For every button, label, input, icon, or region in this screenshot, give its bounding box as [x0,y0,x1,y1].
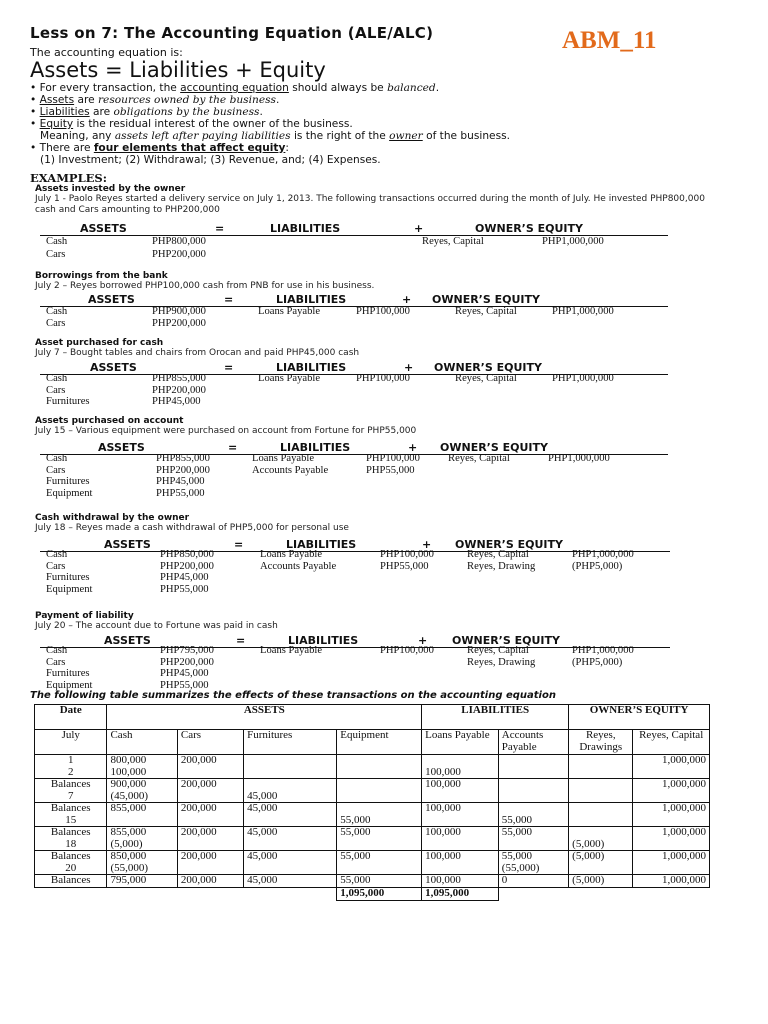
example-cell: Cars [46,249,66,260]
example-cell: Cash [46,453,68,464]
summary-cell [569,755,633,779]
example-cell: Reyes, Drawing [467,656,536,668]
example-section [35,184,725,216]
summary-cell: 0 [498,875,568,888]
summary-cell: 100,000 [422,803,499,827]
plus-sign: + [414,222,424,235]
equity-header: OWNER’S EQUITY [434,361,542,374]
liabilities-header: LIABILITIES [286,538,357,551]
bullet-assets: • Assets are resources owned by the business. [30,94,280,106]
summary-row [35,779,710,803]
example-description: July 7 – Bought tables and chairs from Orocan and paid PHP45,000 cash [35,348,360,358]
liabilities-header: LIABILITIES [288,634,359,647]
summary-cell: 45,000 [244,779,337,803]
example-description: July 20 – The account due to Fortune was paid in cash [35,621,278,631]
examples-label: EXAMPLES: [30,171,107,185]
page-title: Less on 7: The Accounting Equation (ALE/ALC) [30,24,434,42]
summary-blank [107,888,177,901]
example-cell: Reyes, Capital [448,453,510,464]
example-cell: PHP200,000 [152,384,206,396]
summary-cell: (5,000) [569,827,633,851]
example-section [35,513,725,534]
equity-header: OWNER’S EQUITY [432,293,540,306]
example-description: July 1 - Paolo Reyes started a delivery service on July 1, 2013. The following transactions occurred during the month of July. He invested PHP800,000 cash and Cars amounting to PHP200,000 [35,194,705,215]
example-cell: Cars [46,318,66,329]
example-title: Payment of liability [35,611,134,621]
summary-caption: The following table summarizes the effects of these transactions on the accounting equation [30,690,556,701]
example-cell: PHP855,000 [156,453,210,464]
example-cell: PHP1,000,000 [548,453,610,464]
example-cell: Loans Payable [258,373,321,384]
summary-cell: 795,000 [107,875,177,888]
summary-blank [177,888,243,901]
example-cell: PHP1,000,000 [572,645,634,656]
example-title: Borrowings from the bank [35,271,168,281]
example-cell: Cars [46,656,66,668]
assets-header: ASSETS [88,293,135,306]
summary-blank [633,888,710,901]
plus-sign: + [418,634,428,647]
equals-sign: = [224,361,234,374]
summary-cell: 55,000 [337,827,422,851]
summary-subheader: July [35,730,107,755]
example-cell: Furnitures [46,572,90,583]
example-cell: PHP1,000,000 [552,373,614,384]
plus-sign: + [402,293,412,306]
summary-subheader: Reyes, Capital [633,730,710,755]
summary-cell: 900,000 (45,000) [107,779,177,803]
summary-blank [569,888,633,901]
summary-cell: 100,000 [422,827,499,851]
summary-row [35,875,710,888]
example-cell: Cash [46,645,68,656]
summary-cell [337,779,422,803]
summary-cell: 200,000 [177,875,243,888]
summary-cell: Balances 20 [35,851,107,875]
summary-cell: 850,000 (55,000) [107,851,177,875]
summary-cell: 1 2 [35,755,107,779]
example-cell: PHP100,000 [356,306,410,317]
example-cell: PHP200,000 [160,656,214,668]
summary-cell: 100,000 [422,851,499,875]
example-cell: Reyes, Capital [467,645,529,656]
plus-sign: + [404,361,414,374]
summary-cell: 55,000 [498,827,568,851]
example-cell: Equipment [46,679,93,691]
example-cell: PHP1,000,000 [542,236,604,247]
example-cell: Accounts Payable [252,464,329,476]
equals-sign: = [215,222,225,235]
liabilities-header: LIABILITIES [280,441,351,454]
summary-header-liabilities: LIABILITIES [422,705,569,730]
example-description: July 15 – Various equipment were purchased on account from Fortune for PHP55,000 [35,426,417,436]
summary-cell: 855,000 [107,803,177,827]
bullet-list [30,82,510,166]
summary-cell: 855,000 (5,000) [107,827,177,851]
bullet-liabilities: • Liabilities are obligations by the business. [30,106,263,118]
equals-sign: = [234,538,244,551]
summary-cell: 45,000 [244,851,337,875]
example-cell: Cash [46,549,68,560]
example-cell: Loans Payable [260,549,323,560]
example-cell: PHP100,000 [356,373,410,384]
example-cell: Furnitures [46,668,90,679]
summary-cell: 200,000 [177,827,243,851]
example-cell: Loans Payable [252,453,315,464]
summary-cell: 55,000 [337,803,422,827]
example-title: Assets invested by the owner [35,184,186,194]
bullet-equity: • Equity is the residual interest of the owner of the business. [30,118,353,130]
equity-header: OWNER’S EQUITY [452,634,560,647]
summary-cell: 200,000 [177,803,243,827]
equity-header: OWNER’S EQUITY [440,441,548,454]
summary-cell: 800,000 100,000 [107,755,177,779]
summary-header-row [35,705,710,730]
summary-cell: 1,000,000 [633,875,710,888]
example-cell: Cars [46,384,66,396]
example-cell: PHP1,000,000 [552,306,614,317]
equity-header: OWNER’S EQUITY [475,222,583,235]
example-cell: PHP100,000 [380,645,434,656]
example-cell: PHP55,000 [366,464,415,476]
example-title: Assets purchased on account [35,416,184,426]
summary-cell: 55,000 (55,000) [498,851,568,875]
summary-cell: 1,000,000 [633,827,710,851]
example-cell: PHP45,000 [152,396,201,407]
example-cell: PHP795,000 [160,645,214,656]
summary-cell [569,779,633,803]
example-cell: Cash [46,236,68,247]
example-cell: PHP200,000 [156,464,210,476]
example-section [35,416,725,437]
summary-subheader: Loans Payable [422,730,499,755]
example-cell: PHP45,000 [156,476,205,487]
summary-total-row [35,888,710,901]
summary-row [35,803,710,827]
summary-cell [569,803,633,827]
summary-cell: 55,000 [498,803,568,827]
example-cell: Furnitures [46,396,90,407]
example-cell: Reyes, Capital [422,236,484,247]
summary-table [34,704,710,901]
summary-cell: Balances 18 [35,827,107,851]
example-cell: Equipment [46,583,93,595]
summary-cell: 1,000,000 [633,755,710,779]
summary-blank [244,888,337,901]
assets-header: ASSETS [90,361,137,374]
summary-cell: 100,000 [422,875,499,888]
example-cell: PHP855,000 [152,373,206,384]
summary-cell: 45,000 [244,827,337,851]
summary-cell: (5,000) [569,875,633,888]
plus-sign: + [408,441,418,454]
assets-header: ASSETS [104,538,151,551]
summary-subheader: Reyes, Drawings [569,730,633,755]
intro-text: The accounting equation is: [30,46,183,59]
example-section [35,611,725,632]
summary-blank [35,888,107,901]
summary-cell: 1,000,000 [633,851,710,875]
bullet-four-elements: • There are four elements that affect equity: [30,142,289,154]
summary-cell: 45,000 [244,875,337,888]
bullet-meaning: Meaning, any assets left after paying liabilities is the right of the owner of the business. [40,130,510,142]
summary-cell [337,755,422,779]
equation-text: Assets = Liabilities + Equity [30,58,326,82]
summary-cell: 1,000,000 [633,779,710,803]
example-cell: Loans Payable [260,645,323,656]
summary-cell: Balances [35,875,107,888]
summary-subheader-row [35,730,710,755]
example-cell: PHP45,000 [160,572,209,583]
example-cell: Reyes, Capital [455,373,517,384]
example-cell: Reyes, Capital [467,549,529,560]
summary-cell: Balances 7 [35,779,107,803]
summary-cell [498,779,568,803]
summary-row [35,755,710,779]
example-cell: (PHP5,000) [572,656,623,668]
example-cell: PHP200,000 [152,318,206,329]
summary-blank [498,888,568,901]
example-cell: PHP850,000 [160,549,214,560]
summary-cell: 55,000 [337,851,422,875]
example-cell: (PHP5,000) [572,560,623,572]
example-title: Cash withdrawal by the owner [35,513,190,523]
example-cell: Cash [46,306,68,317]
example-cell: PHP100,000 [380,549,434,560]
example-cell: PHP100,000 [366,453,420,464]
example-cell: PHP900,000 [152,306,206,317]
example-cell: Furnitures [46,476,90,487]
summary-subheader: Accounts Payable [498,730,568,755]
summary-row [35,851,710,875]
total-liabilities-equity: 1,095,000 [422,888,499,901]
summary-cell: 100,000 [422,779,499,803]
example-cell: PHP45,000 [160,668,209,679]
example-description: July 2 – Reyes borrowed PHP100,000 cash from PNB for use in his business. [35,281,375,291]
summary-header-assets: ASSETS [107,705,422,730]
total-assets: 1,095,000 [337,888,422,901]
example-cell: PHP55,000 [160,679,209,691]
summary-row [35,827,710,851]
summary-cell: (5,000) [569,851,633,875]
summary-cell: 1,000,000 [633,803,710,827]
summary-cell: 200,000 [177,779,243,803]
summary-header-date: Date [35,705,107,730]
liabilities-header: LIABILITIES [276,293,347,306]
example-cell: PHP55,000 [156,487,205,499]
example-section [35,271,725,292]
course-badge: ABM_11 [562,27,657,54]
example-title: Asset purchased for cash [35,338,164,348]
plus-sign: + [422,538,432,551]
example-cell: Equipment [46,487,93,499]
example-cell: Accounts Payable [260,560,337,572]
example-cell: PHP55,000 [160,583,209,595]
example-cell: PHP200,000 [160,560,214,572]
example-cell: Loans Payable [258,306,321,317]
example-cell: PHP200,000 [152,249,206,260]
assets-header: ASSETS [104,634,151,647]
summary-cell: Balances 15 [35,803,107,827]
bullet-balanced: • For every transaction, the accounting equation should always be balanced. [30,82,440,94]
summary-cell [498,755,568,779]
example-description: July 18 – Reyes made a cash withdrawal of PHP5,000 for personal use [35,523,349,533]
example-cell: Cash [46,373,68,384]
summary-subheader: Furnitures [244,730,337,755]
example-cell: PHP800,000 [152,236,206,247]
summary-subheader: Equipment [337,730,422,755]
summary-cell: 55,000 [337,875,422,888]
liabilities-header: LIABILITIES [270,222,341,235]
example-cell: Cars [46,464,66,476]
summary-cell: 100,000 [422,755,499,779]
example-cell: Reyes, Capital [455,306,517,317]
summary-cell: 200,000 [177,755,243,779]
example-cell: PHP55,000 [380,560,429,572]
equals-sign: = [228,441,238,454]
assets-header: ASSETS [98,441,145,454]
assets-header: ASSETS [80,222,127,235]
example-cell: Reyes, Drawing [467,560,536,572]
summary-subheader: Cash [107,730,177,755]
example-section [35,338,725,359]
bullet-elements-list: (1) Investment; (2) Withdrawal; (3) Revenue, and; (4) Expenses. [40,154,381,166]
summary-cell: 200,000 [177,851,243,875]
summary-cell [244,755,337,779]
equals-sign: = [236,634,246,647]
summary-header-equity: OWNER’S EQUITY [569,705,710,730]
equals-sign: = [224,293,234,306]
equity-header: OWNER’S EQUITY [455,538,563,551]
example-cell: PHP1,000,000 [572,549,634,560]
summary-cell: 45,000 [244,803,337,827]
liabilities-header: LIABILITIES [276,361,347,374]
example-cell: Cars [46,560,66,572]
summary-subheader: Cars [177,730,243,755]
